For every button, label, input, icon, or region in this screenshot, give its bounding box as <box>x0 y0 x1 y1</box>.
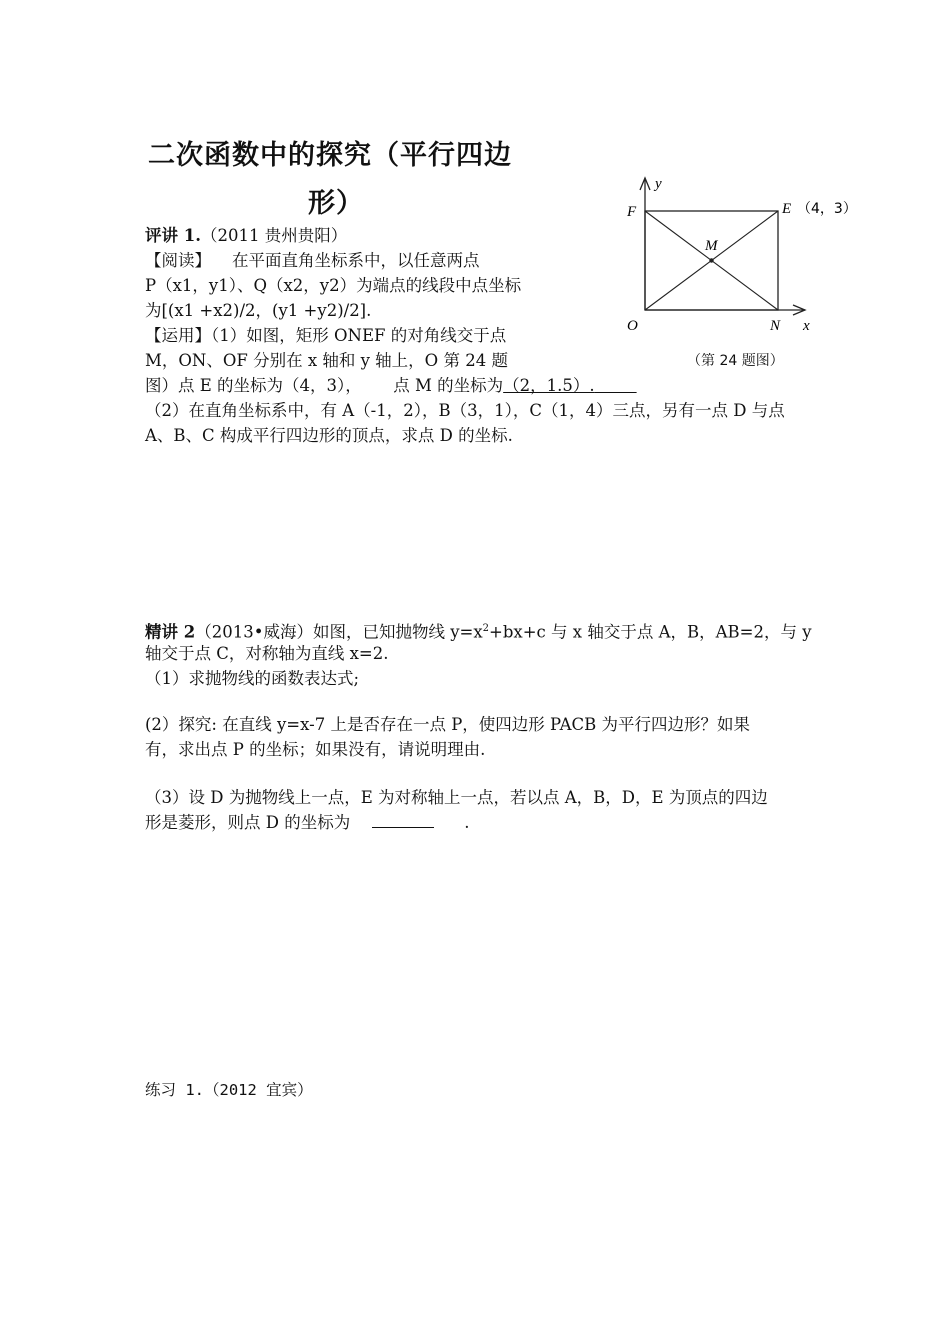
q2-part2-line-2 <box>145 738 485 762</box>
use-text-1: （1）如图，矩形 ONEF 的对角线交于点 <box>211 326 507 345</box>
read-text-2: P（x1，y1）、Q（x2，y2）为端点的线段中点坐标 <box>145 276 522 295</box>
q2-part1 <box>145 667 359 691</box>
part2-text-2: A、B、C 构成平行四边形的顶点，求点 D 的坐标. <box>145 426 513 445</box>
q1-read-line-1 <box>145 249 479 273</box>
answer-blank[interactable] <box>372 811 434 828</box>
q2-line-1 <box>145 617 812 645</box>
q2-text-2: 轴交于点 C，对称轴为直线 x=2. <box>145 644 389 663</box>
use-text-2: M，ON、OF 分别在 x 轴和 y 轴上，O 第 24 题 <box>145 351 508 370</box>
label-n: N <box>770 318 781 334</box>
title-line-1: 二次函数中的探究（平行四边 <box>148 140 512 171</box>
use-tag: 【运用】 <box>145 326 211 345</box>
title-line-2: 形） <box>308 188 364 219</box>
x-axis-label: x <box>803 318 810 334</box>
label-e: E <box>782 201 792 217</box>
q1-answer: （2，1.5）. <box>503 376 595 395</box>
q1-part2-line-2 <box>145 424 513 448</box>
q1-use-line-2 <box>145 349 508 373</box>
q2-part2-line-1 <box>145 713 750 737</box>
q2-part2-text-2: 有，求出点 P 的坐标；如果没有，请说明理由. <box>145 740 486 759</box>
use-text-3b: 点 M 的坐标为 <box>393 376 504 395</box>
q1-part2-line-1 <box>145 399 785 423</box>
q2-label: 精讲 2 <box>145 622 196 642</box>
q2-part2-text-1: (2）探究: 在直线 y=x-7 上是否存在一点 P，使四边形 PACB 为平行四边形？如果 <box>145 715 751 734</box>
figure-caption: （第 24 题图） <box>687 353 784 369</box>
q2-line-2 <box>145 642 389 666</box>
q2-superscript: 2 <box>482 623 490 634</box>
coordinate-diagram <box>605 170 875 340</box>
q1-read-line-3 <box>145 299 371 323</box>
q2-part3-line-1 <box>145 786 768 810</box>
page-title <box>148 133 512 172</box>
point-m <box>709 258 713 262</box>
q2-part3-text-1: （3）设 D 为抛物线上一点，E 为对称轴上一点，若以点 A，B，D，E 为顶点的四边 <box>145 788 768 807</box>
practice-label: 练习 1.（2012 宜宾） <box>145 1081 313 1099</box>
read-text-1: 在平面直角坐标系中，以任意两点 <box>231 251 480 270</box>
read-tag: 【阅读】 <box>145 251 211 270</box>
q1-label: 评讲 1. <box>145 226 201 245</box>
label-o: O <box>627 318 638 334</box>
part2-text-1: （2）在直角坐标系中，有 A（-1，2），B（3，1），C（1，4）三点，另有一点 D 与点 <box>145 401 785 420</box>
q2-part1-text: （1）求抛物线的函数表达式; <box>145 669 360 688</box>
q2-text-1: （2013•威海）如图，已知抛物线 y=x <box>195 622 483 642</box>
q2-text-1b: +bx+c 与 x 轴交于点 A，B，AB=2，与 y <box>489 622 812 642</box>
use-text-3: 图）点 E 的坐标为（4，3）， <box>145 376 362 395</box>
label-f: F <box>627 204 637 220</box>
q2-part3-line-2 <box>145 811 469 835</box>
label-e-coord: （4，3） <box>797 201 857 217</box>
y-axis-label: y <box>655 176 662 192</box>
practice-1 <box>145 1078 313 1102</box>
rectangle-figure <box>605 170 875 380</box>
q1-source: （2011 贵州贵阳） <box>200 226 348 245</box>
q1-use-line-1 <box>145 324 506 348</box>
q1-header <box>145 224 347 248</box>
read-text-3: 为[(x1 +x2)/2，(y1 +y2)/2]. <box>145 301 372 320</box>
q1-read-line-2 <box>145 274 521 298</box>
q2-part3-end: . <box>464 813 470 832</box>
q1-use-line-3 <box>145 374 637 398</box>
label-m: M <box>705 238 718 254</box>
q2-part3-text-2: 形是菱形，则点 D 的坐标为 <box>145 813 351 832</box>
page-title-cont <box>308 181 364 220</box>
